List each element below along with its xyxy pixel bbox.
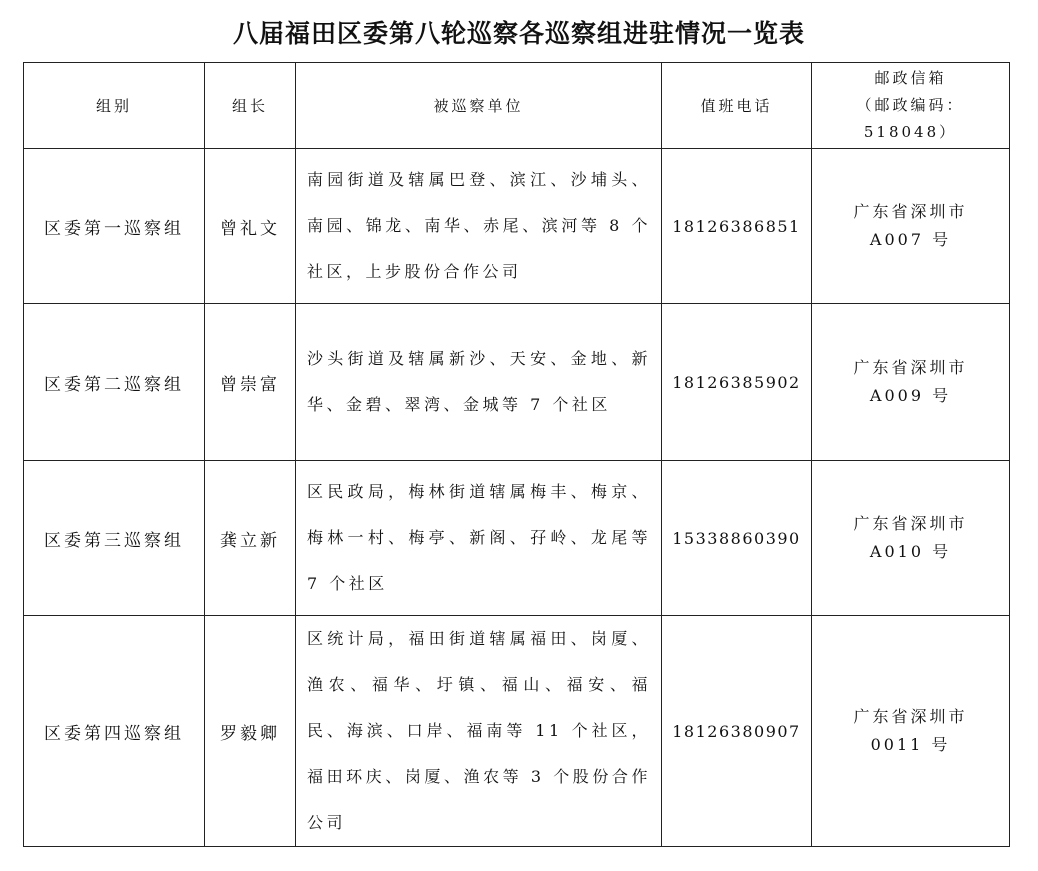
table-row — [24, 149, 1010, 304]
header-postal-line1: 邮政信箱 — [874, 69, 947, 87]
address-line2: 0011 号 — [870, 735, 951, 754]
group-cell: 区委第一巡察组 — [24, 149, 205, 304]
leader-cell: 罗毅卿 — [205, 616, 296, 847]
address-line1: 广东省深圳市 — [853, 514, 968, 533]
inspection-table — [23, 62, 1010, 847]
phone-cell: 18126385902 — [662, 304, 812, 461]
table-row — [24, 461, 1010, 616]
address-line2: A009 号 — [869, 386, 952, 405]
phone-cell: 18126380907 — [662, 616, 812, 847]
address-cell — [812, 149, 1010, 304]
leader-cell: 曾礼文 — [205, 149, 296, 304]
header-group: 组别 — [24, 63, 205, 149]
address-line2: A010 号 — [869, 542, 952, 561]
header-units: 被巡察单位 — [296, 63, 662, 149]
address-cell — [812, 304, 1010, 461]
address-line1: 广东省深圳市 — [853, 707, 968, 726]
leader-cell: 曾崇富 — [205, 304, 296, 461]
group-cell: 区委第三巡察组 — [24, 461, 205, 616]
header-phone: 值班电话 — [662, 63, 812, 149]
address-line1: 广东省深圳市 — [853, 202, 968, 221]
group-cell: 区委第二巡察组 — [24, 304, 205, 461]
phone-cell: 15338860390 — [662, 461, 812, 616]
phone-cell: 18126386851 — [662, 149, 812, 304]
header-postal-line3: 518048） — [863, 123, 958, 141]
units-cell: 南园街道及辖属巴登、滨江、沙埔头、南园、锦龙、南华、赤尾、滨河等 8 个社区，上步股份合作公司 — [296, 149, 662, 304]
units-cell: 沙头街道及辖属新沙、天安、金地、新华、金碧、翠湾、金城等 7 个社区 — [296, 304, 662, 461]
page-title: 八届福田区委第八轮巡察各巡察组进驻情况一览表 — [232, 19, 805, 48]
table-row — [24, 616, 1010, 847]
leader-cell: 龚立新 — [205, 461, 296, 616]
header-postal-line2: （邮政编码： — [856, 96, 965, 114]
address-cell — [812, 616, 1010, 847]
address-cell — [812, 461, 1010, 616]
units-cell: 区民政局，梅林街道辖属梅丰、梅京、梅林一村、梅亭、新阁、孖岭、龙尾等 7 个社区 — [296, 461, 662, 616]
table-row — [24, 304, 1010, 461]
group-cell: 区委第四巡察组 — [24, 616, 205, 847]
units-cell: 区统计局，福田街道辖属福田、岗厦、渔农、福华、圩镇、福山、福安、福民、海滨、口岸、福南等 11 个社区，福田环庆、岗厦、渔农等 3 个股份合作公司 — [296, 616, 662, 847]
address-line2: A007 号 — [869, 230, 952, 249]
header-postal — [812, 63, 1010, 149]
address-line1: 广东省深圳市 — [853, 358, 968, 377]
header-leader: 组长 — [205, 63, 296, 149]
table-header-row — [24, 63, 1010, 149]
